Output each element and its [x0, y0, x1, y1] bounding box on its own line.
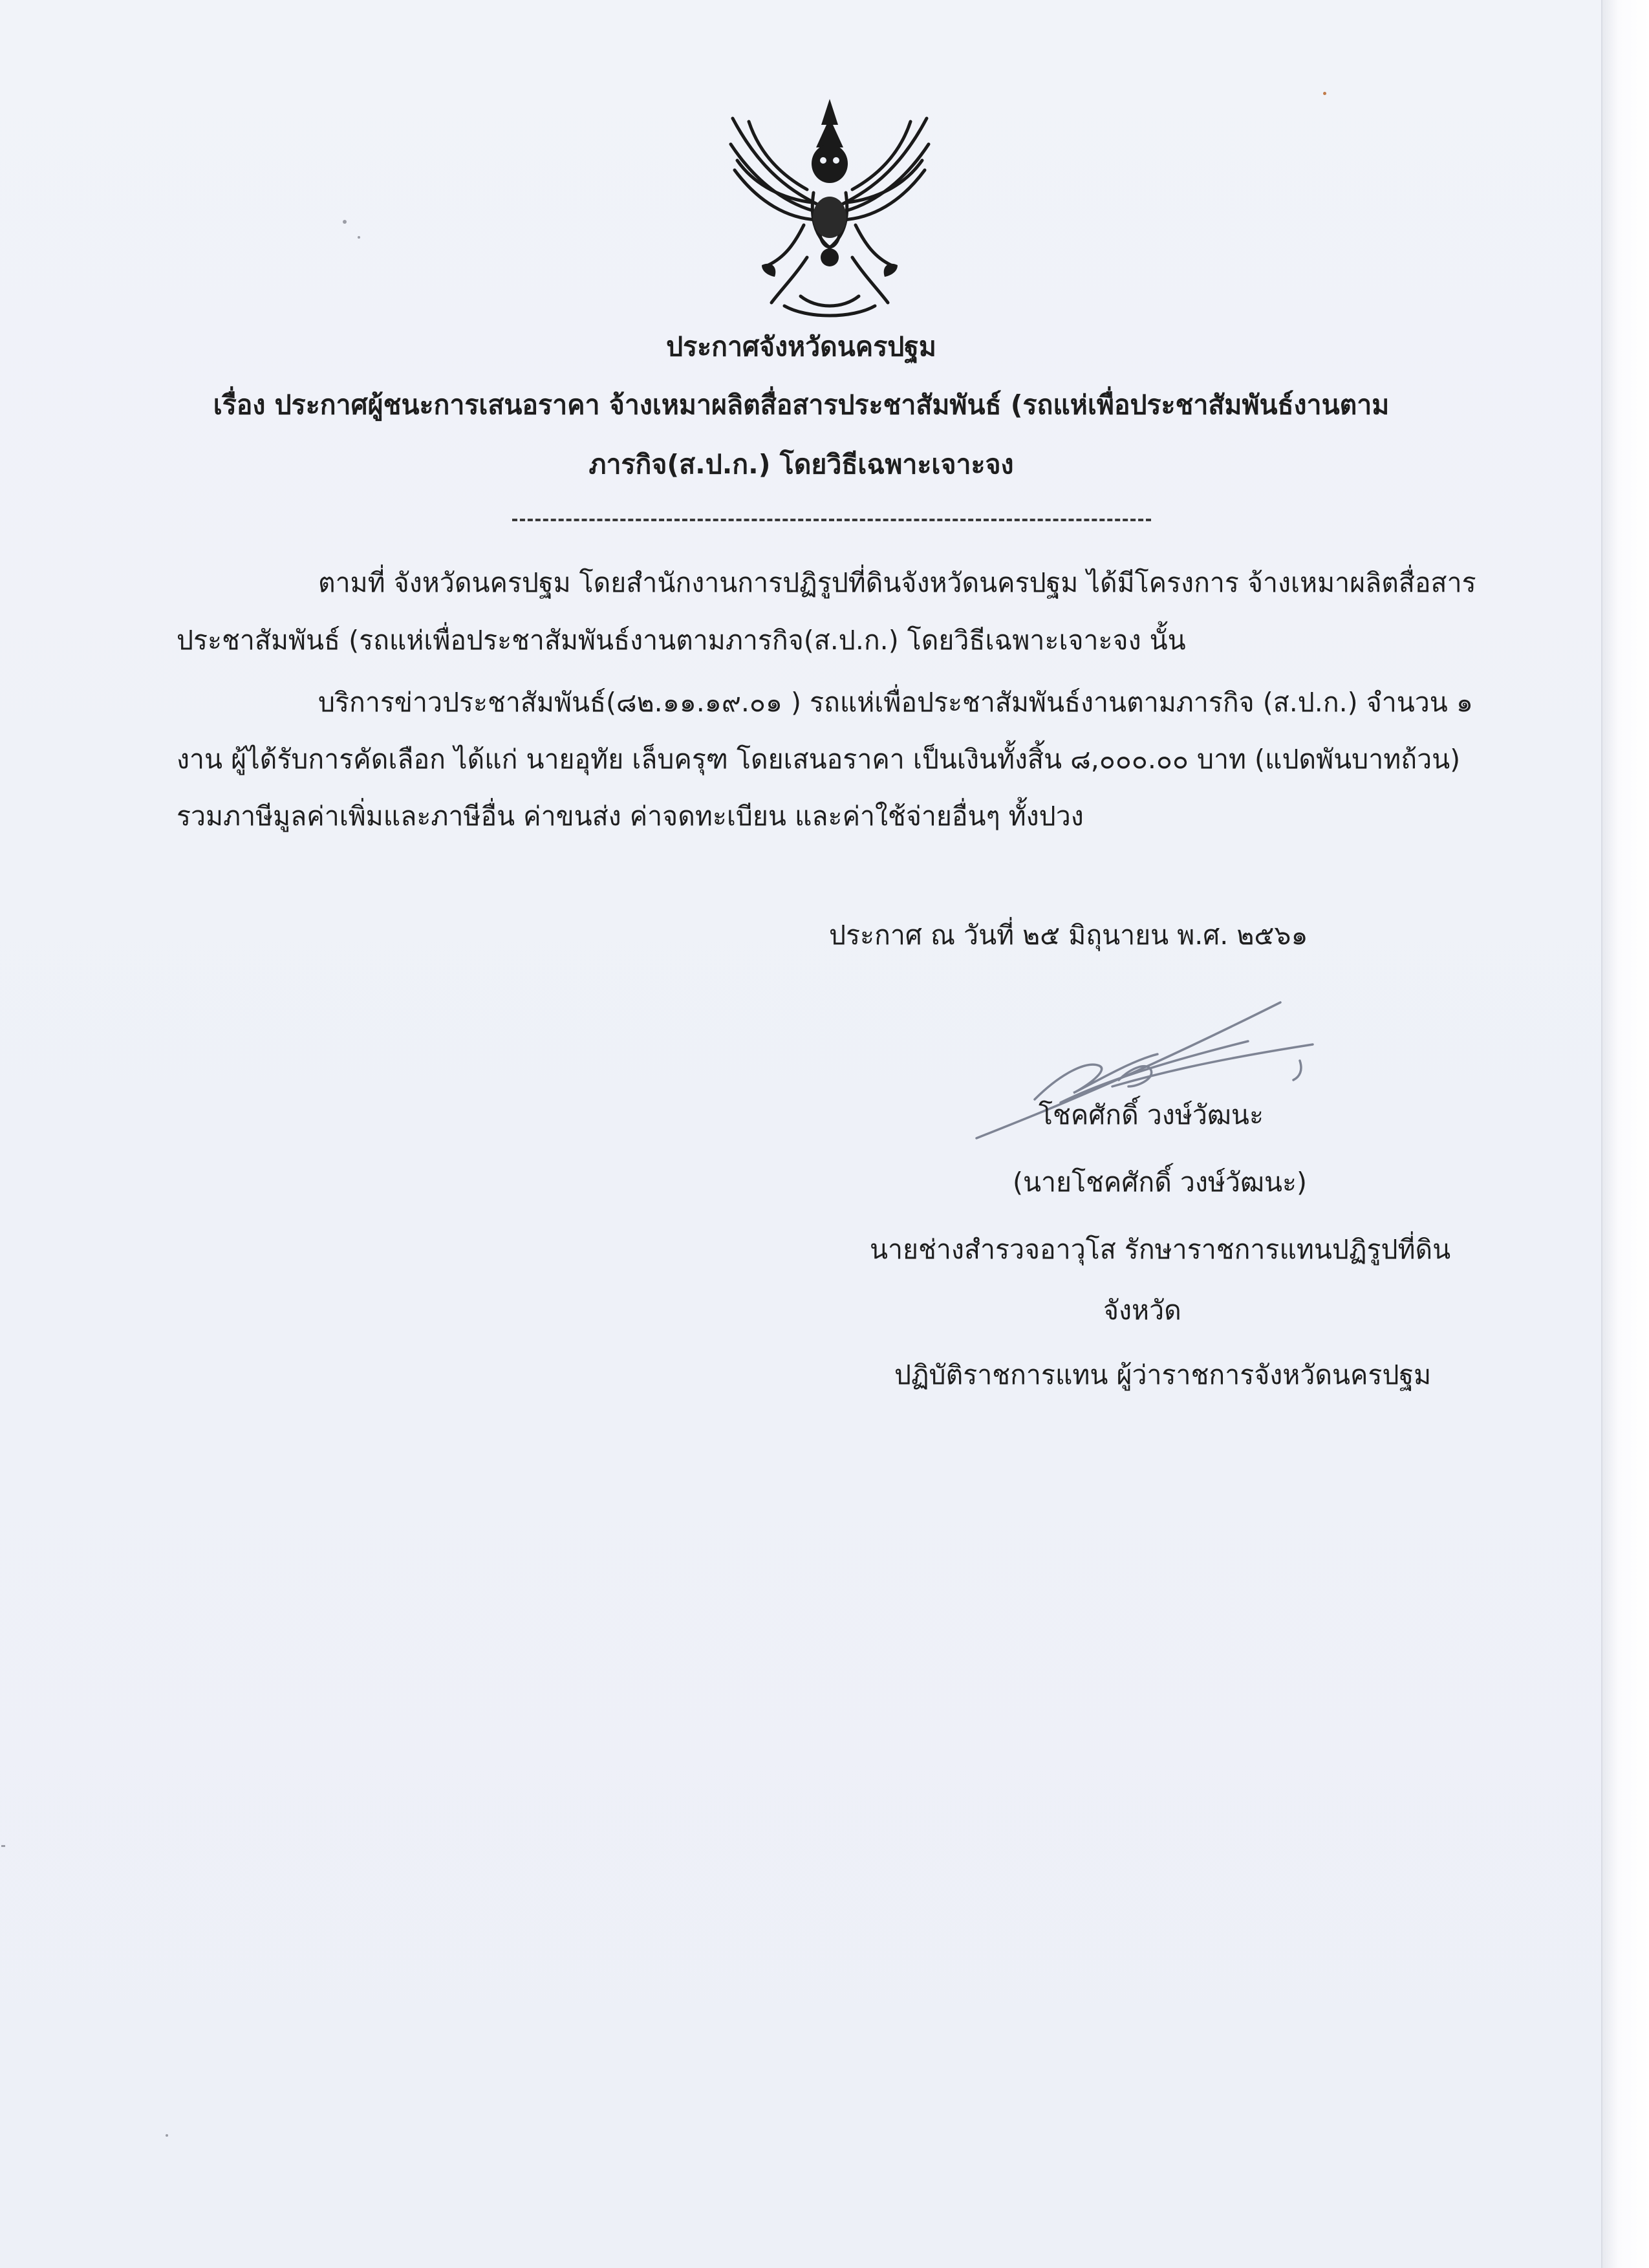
body-paragraph-line: งาน ผู้ได้รับการคัดเลือก ได้แก่ นายอุทัย เล็บครุฑ โดยเสนอราคา เป็นเงินทั้งสิ้น ๘,๐๐๐.๐๐ บาท (แปดพันบาทถ้วน): [177, 744, 1461, 775]
body-paragraph-line: บริการข่าวประชาสัมพันธ์(๘๒.๑๑.๑๙.๐๑ ) รถแห่เพื่อประชาสัมพันธ์งานตามภารกิจ (ส.ป.ก.) จำนวน ๑: [318, 687, 1473, 718]
document-title: ประกาศจังหวัดนครปฐม: [666, 331, 936, 362]
scan-speck: [358, 236, 360, 239]
garuda-emblem-icon: [723, 96, 936, 323]
body-paragraph-line: ประชาสัมพันธ์ (รถแห่เพื่อประชาสัมพันธ์งานตามภารกิจ(ส.ป.ก.) โดยวิธีเฉพาะเจาะจง นั้น: [177, 625, 1186, 656]
subject-line: ภารกิจ(ส.ป.ก.) โดยวิธีเฉพาะเจาะจง: [588, 449, 1014, 480]
divider: [512, 519, 1151, 521]
scanner-margin: [1602, 0, 1649, 2268]
signatory-position: จังหวัด: [1103, 1295, 1181, 1326]
signatory-position: ปฏิบัติราชการแทน ผู้ว่าราชการจังหวัดนครปฐม: [894, 1359, 1432, 1390]
signed-name: โชคศักดิ์ วงษ์วัฒนะ: [1039, 1099, 1264, 1130]
scan-speck: [1, 1845, 5, 1847]
scan-speck: [343, 220, 347, 224]
body-paragraph-line: รวมภาษีมูลค่าเพิ่มและภาษีอื่น ค่าขนส่ง ค่าจดทะเบียน และค่าใช้จ่ายอื่นๆ ทั้งปวง: [177, 801, 1084, 832]
scan-speck: [166, 2134, 168, 2137]
signatory-full-name: (นายโชคศักดิ์ วงษ์วัฒนะ): [1013, 1167, 1308, 1198]
signatory-position: นายช่างสำรวจอาวุโส รักษาราชการแทนปฏิรูปที่ดิน: [870, 1234, 1451, 1265]
scan-speck: [1323, 92, 1326, 95]
announcement-date: ประกาศ ณ วันที่ ๒๕ มิถุนายน พ.ศ. ๒๕๖๑: [829, 920, 1308, 951]
body-paragraph-line: ตามที่ จังหวัดนครปฐม โดยสำนักงานการปฏิรูปที่ดินจังหวัดนครปฐม ได้มีโครงการ จ้างเหมาผลิตสื่อสาร: [318, 567, 1476, 598]
subject-line: เรื่อง ประกาศผู้ชนะการเสนอราคา จ้างเหมาผลิตสื่อสารประชาสัมพันธ์ (รถแห่เพื่อประชาสัมพันธ์งานตาม: [213, 389, 1390, 420]
